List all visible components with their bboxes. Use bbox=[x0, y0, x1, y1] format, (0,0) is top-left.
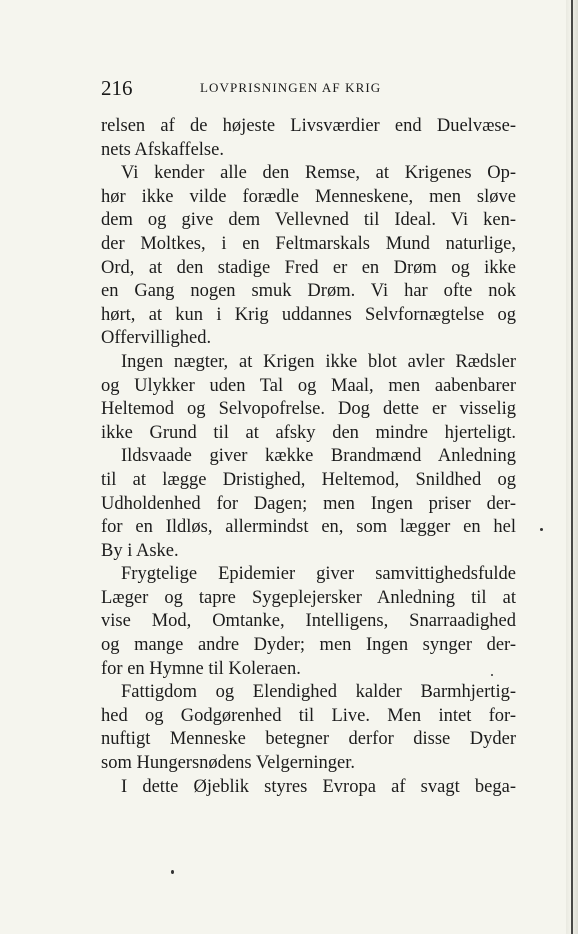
text-line: Fattigdom og Elendighed kalder Barmhjertig- bbox=[121, 682, 516, 703]
page-header bbox=[101, 76, 516, 100]
page-number: 216 bbox=[101, 76, 133, 100]
text-line: der Moltkes, i en Feltmarskals Mund naturlige, bbox=[101, 233, 516, 254]
text-line: som Hungersnødens Velgerninger. bbox=[101, 753, 355, 774]
text-line: Offervillighed. bbox=[101, 328, 212, 349]
text-line: Frygtelige Epidemier giver samvittighedsfulde bbox=[121, 564, 516, 585]
text-line: og mange andre Dyder; men Ingen synger der- bbox=[101, 635, 516, 656]
ink-speck bbox=[171, 870, 174, 874]
text-line: Læger og tapre Sygeplejersker Anledning til at bbox=[101, 587, 516, 608]
text-line: ikke Grund til at afsky den mindre hjerteligt. bbox=[101, 422, 516, 443]
text-line: Heltemod og Selvopofrelse. Dog dette er visselig bbox=[101, 399, 516, 420]
text-line: Vi kender alle den Remse, at Krigenes Op- bbox=[121, 163, 516, 184]
text-line: en Gang nogen smuk Drøm. Vi har ofte nok bbox=[101, 281, 516, 302]
body-text bbox=[101, 115, 516, 799]
text-line: I dette Øjeblik styres Evropa af svagt bega- bbox=[121, 776, 516, 797]
text-line: vise Mod, Omtanke, Intelligens, Snarraadighed bbox=[101, 611, 516, 632]
text-line: nuftigt Menneske betegner derfor disse Dyder bbox=[101, 729, 516, 750]
running-head: LOVPRISNINGEN AF KRIG bbox=[200, 80, 382, 95]
ink-speck bbox=[540, 528, 543, 531]
text-line: nets Afskaffelse. bbox=[101, 139, 224, 160]
text-line: Ildsvaade giver kække Brandmænd Anledning bbox=[121, 446, 516, 467]
text-line: Ingen nægter, at Krigen ikke blot avler Rædsler bbox=[121, 351, 516, 372]
text-line: til at lægge Dristighed, Heltemod, Snildhed og bbox=[101, 469, 516, 490]
text-line: hør ikke vilde forædle Menneskene, men sløve bbox=[101, 186, 516, 207]
text-line: for en Ildløs, allermindst en, som lægger en hel bbox=[101, 517, 516, 538]
text-line: hørt, at kun i Krig uddannes Selvfornægtelse og bbox=[101, 304, 516, 325]
text-line: og Ulykker uden Tal og Maal, men aabenbarer bbox=[101, 375, 516, 396]
text-line: hed og Godgørenhed til Live. Men intet for- bbox=[101, 705, 516, 726]
ink-speck bbox=[491, 674, 493, 676]
text-line: for en Hymne til Koleraen. bbox=[101, 658, 301, 679]
text-line: By i Aske. bbox=[101, 540, 179, 561]
text-line: relsen af de højeste Livsværdier end Duelvæse- bbox=[101, 116, 516, 136]
text-line: Ord, at den stadige Fred er en Drøm og ikke bbox=[101, 257, 516, 278]
page-edge-line bbox=[571, 0, 573, 934]
text-line: Udholdenhed for Dagen; men Ingen priser der- bbox=[101, 493, 516, 514]
text-line: dem og give dem Vellevned til Ideal. Vi ken- bbox=[101, 210, 516, 231]
